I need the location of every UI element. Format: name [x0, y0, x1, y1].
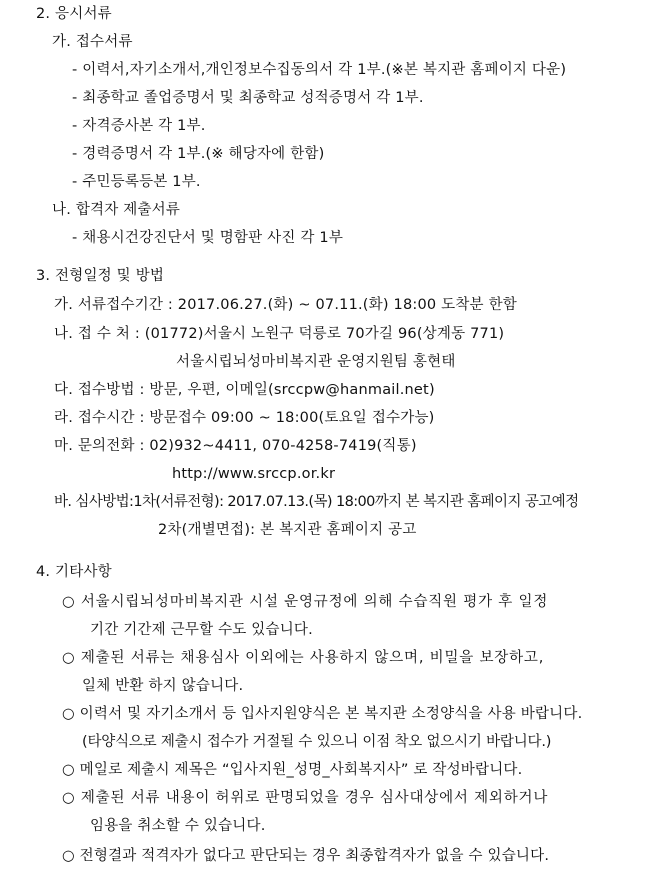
subsection-label-a: 가. 접수서류 — [52, 34, 133, 50]
note-line: 기간 기간제 근무할 수도 있습니다. — [90, 622, 313, 638]
note-line: ○ 이력서 및 자기소개서 등 입사지원양식은 본 복지관 소정양식을 사용 바랍니다. — [62, 706, 583, 722]
subsection-label-b: 나. 합격자 제출서류 — [52, 202, 181, 218]
website-url: http://www.srccp.or.kr — [172, 466, 336, 482]
list-item: - 채용시건강진단서 및 명함판 사진 각 1부 — [72, 230, 344, 246]
note-line: ○ 제출된 서류 내용이 허위로 판명되었을 경우 심사대상에서 제외하거나 — [62, 790, 549, 806]
schedule-line: 나. 접 수 처 : (01772)서울시 노원구 덕릉로 70가길 96(상계동 771) — [54, 326, 505, 342]
schedule-line: 바. 심사방법:1차(서류전형): 2017.07.13.(목) 18:00까지 본 복지관 홈페이지 공고예정 — [54, 494, 579, 510]
list-item: - 경력증명서 각 1부.(※ 해당자에 한함) — [72, 146, 325, 162]
section-heading-2: 2. 응시서류 — [36, 6, 112, 22]
note-line: ○ 전형결과 적격자가 없다고 판단되는 경우 최종합격자가 없을 수 있습니다. — [62, 848, 550, 864]
section-heading-4: 4. 기타사항 — [36, 564, 112, 580]
note-line: ○ 제출된 서류는 채용심사 이외에는 사용하지 않으며, 비밀을 보장하고, — [62, 650, 545, 666]
note-line: (타양식으로 제출시 접수가 거절될 수 있으니 이점 착오 없으시기 바랍니다.) — [82, 734, 552, 750]
list-item: - 최종학교 졸업증명서 및 최종학교 성적증명서 각 1부. — [72, 90, 424, 106]
list-item: - 주민등록등본 1부. — [72, 174, 201, 190]
schedule-line: 마. 문의전화 : 02)932~4411, 070-4258-7419(직통) — [54, 438, 417, 454]
note-line: ○ 메일로 제출시 제목은 “입사지원_성명_사회복지사” 로 작성바랍니다. — [62, 762, 523, 778]
list-item: - 이력서,자기소개서,개인정보수집동의서 각 1부.(※본 복지관 홈페이지 다운) — [72, 62, 567, 78]
schedule-line: 라. 접수시간 : 방문접수 09:00 ~ 18:00(토요일 접수가능) — [54, 410, 435, 426]
schedule-line: 2차(개별면접): 본 복지관 홈페이지 공고 — [158, 522, 417, 538]
schedule-line: 서울시립뇌성마비복지관 운영지원팀 홍현태 — [176, 354, 456, 370]
note-line: ○ 서울시립뇌성마비복지관 시설 운영규정에 의해 수습직원 평가 후 일정 — [62, 594, 549, 610]
schedule-line: 다. 접수방법 : 방문, 우편, 이메일(srccpw@hanmail.net) — [54, 382, 435, 398]
note-line: 임용을 취소할 수 있습니다. — [90, 818, 266, 834]
list-item: - 자격증사본 각 1부. — [72, 118, 206, 134]
section-heading-3: 3. 전형일정 및 방법 — [36, 268, 165, 284]
note-line: 일체 반환 하지 않습니다. — [82, 678, 244, 694]
schedule-line: 가. 서류접수기간 : 2017.06.27.(화) ~ 07.11.(화) 18:00 도착분 한함 — [54, 297, 517, 313]
